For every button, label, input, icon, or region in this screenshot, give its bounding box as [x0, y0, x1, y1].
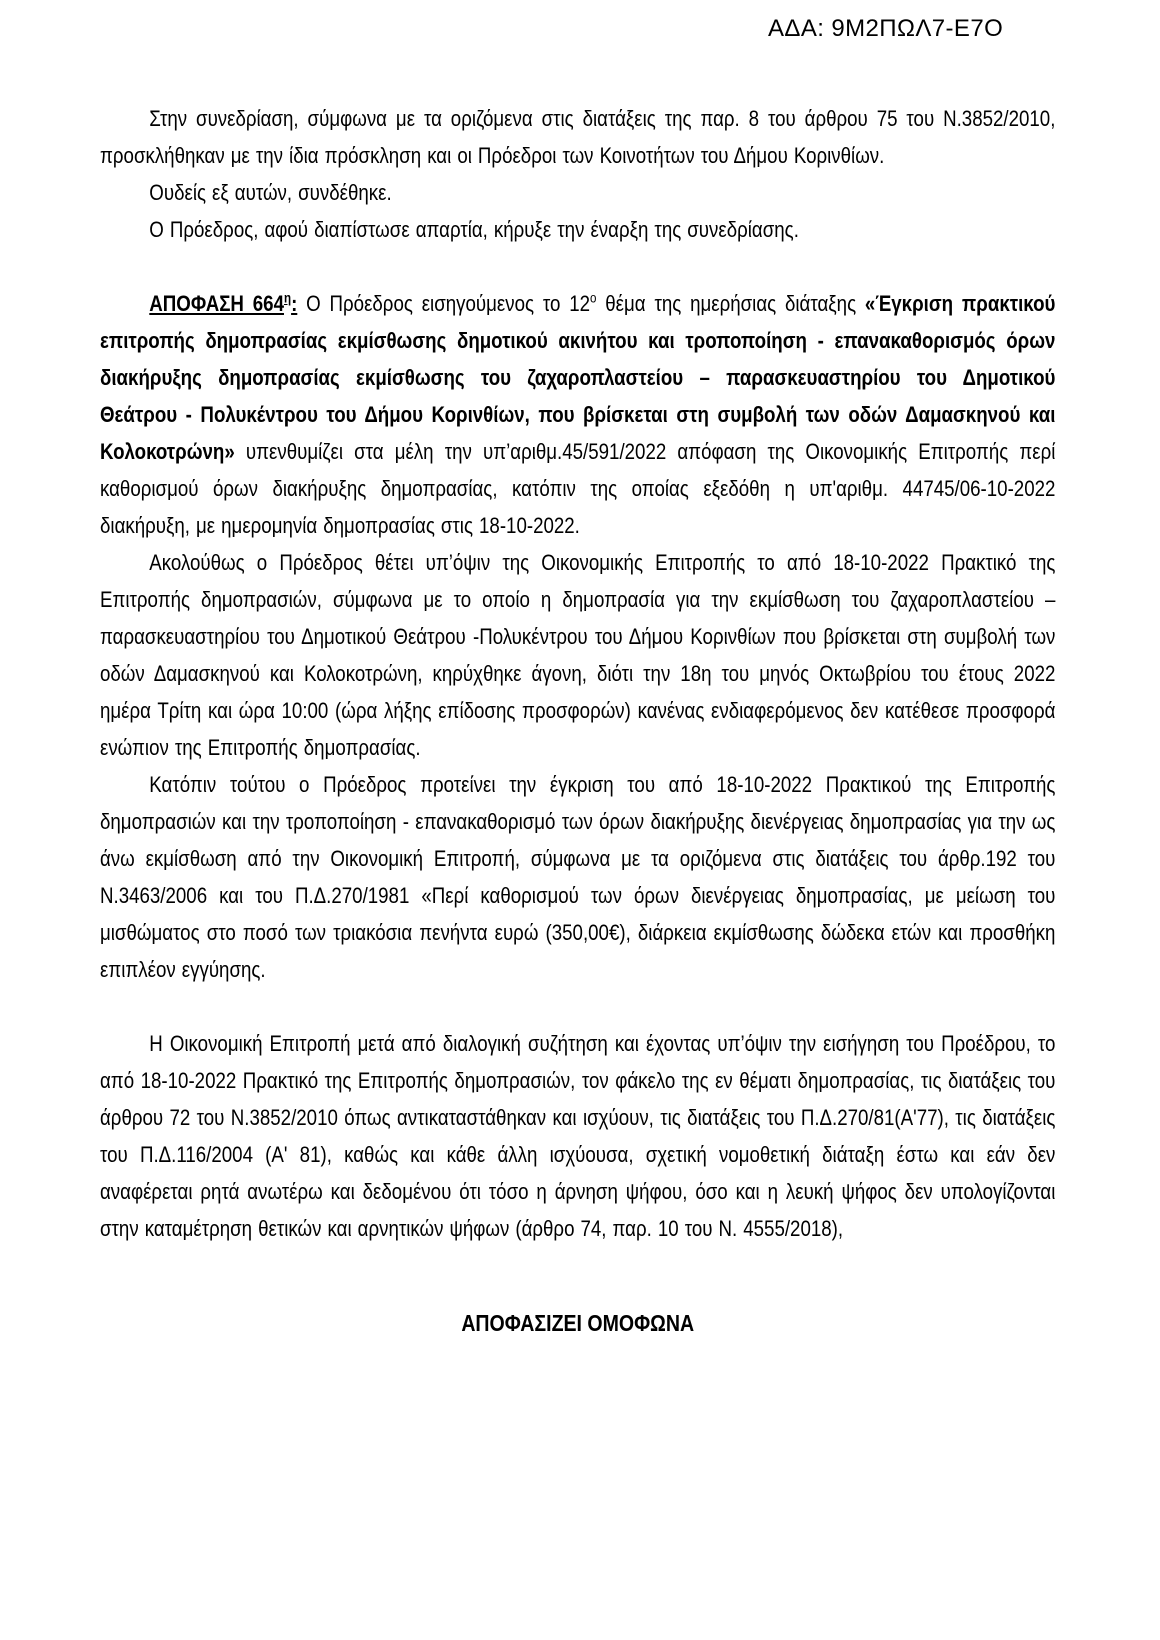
text-run: η — [283, 290, 292, 306]
paragraph-session-intro — [100, 100, 1055, 174]
text-run: Ο Πρόεδρος εισηγούμενος το 12 — [297, 291, 590, 316]
text-run: Στην συνεδρίαση, σύμφωνα με τα οριζόμενα στις διατάξεις της παρ. 8 του άρθρου 75 του Ν.3852/2010, προσκλήθηκαν με την ίδια πρόσκληση και οι Πρόεδροι των Κοινοτήτων του Δήμου Κορινθίων. — [100, 106, 1056, 168]
document-body — [100, 100, 1055, 1247]
document-content — [100, 100, 1055, 1342]
paragraph-decision-664 — [100, 285, 1055, 544]
text-run: : — [291, 291, 298, 316]
text-run: Ουδείς εξ αυτών, συνδέθηκε. — [149, 180, 392, 205]
text-run: υπενθυμίζει στα μέλη την υπ’αριθμ.45/591/2022 απόφαση της Οικονομικής Επιτροπής περί καθορισμού όρων διακήρυξης δημοπρασίας, κατόπιν της οποίας εξεδόθη η υπ'αριθμ. 44745/06-10-2022 διακήρυξη, με ημερομηνία δημοπρασίας στις 18-10-2022. — [100, 439, 1056, 538]
text-run: ΑΠΟΦΑΣΗ 664 — [149, 291, 284, 316]
paragraph-praktiko-agoni — [100, 544, 1055, 766]
paragraph-committee-considerations — [100, 1025, 1055, 1247]
text-run: Η Οικονομική Επιτροπή μετά από διαλογική συζήτηση και έχοντας υπ’όψιν την εισήγηση του Προέδρου, το από 18-10-2022 Πρακτικό της Επιτροπής δημοπρασιών, τον φάκελο της εν θέματι δημοπρασίας, τις διατάξεις του άρθρου 72 του Ν.3852/2010 όπως αντικαταστάθηκαν και ισχύουν, τις διατάξεις του Π.Δ.270/81(Α'77), τις διατάξεις του Π.Δ.116/2004 (Α' 81), καθώς και κάθε άλλη ισχύουσα, σχετική νομοθετική διάταξη έστω και εάν δεν αναφέρεται ρητά ανωτέρω και δεδομένου ότι τόσο η άρνηση ψήφου, όσο και η λευκή ψήφος δεν υπολογίζονται στην καταμέτρηση θετικών και αρνητικών ψήφων (άρθρο 74, παρ. 10 του Ν. 4555/2018), — [100, 1031, 1056, 1241]
text-run: Ακολούθως ο Πρόεδρος θέτει υπ’όψιν της Οικονομικής Επιτροπής το από 18-10-2022 Πρακτικό της Επιτροπής δημοπρασιών, σύμφωνα με το οποίο η δημοπρασία για την εκμίσθωση του ζαχαροπλαστείου – παρασκευαστηρίου του Δημοτικού Θεάτρου -Πολυκέντρου του Δήμου Κορινθίων που βρίσκεται στη συμβολή των οδών Δαμασκηνού και Κολοκοτρώνη, κηρύχθηκε άγονη, διότι την 18η του μηνός Οκτωβρίου του έτους 2022 ημέρα Τρίτη και ώρα 10:00 (ώρα λήξης επίδοσης προσφορών) κανένας ενδιαφερόμενος δεν κατέθεσε προσφορά ενώπιον της Επιτροπής δημοπρασίας. — [100, 550, 1056, 760]
paragraph-none-connected — [100, 174, 1055, 211]
decision-heading: ΑΠΟΦΑΣΙΖΕΙ ΟΜΟΦΩΝΑ — [461, 1310, 695, 1336]
text-run: «Έγκριση πρακτικού επιτροπής δημοπρασίας εκμίσθωσης δημοτικού ακινήτου και τροποποίηση - επανακαθορισμός όρων διακήρυξης δημοπρασίας εκμίσθωσης του ζαχαροπλαστείου – παρασκευαστηρίου του Δημοτικού Θεάτρου - Πολυκέντρου του Δήμου Κορινθίων, που βρίσκεται στη συμβολή των οδών Δαμασκηνού και Κολοκοτρώνη» — [100, 291, 1056, 464]
ada-code: ΑΔΑ: 9Μ2ΠΩΛ7-Ε7Ο — [768, 15, 1004, 42]
text-run: ο — [589, 290, 597, 306]
text-run: Κατόπιν τούτου ο Πρόεδρος προτείνει την έγκριση του από 18-10-2022 Πρακτικού της Επιτροπής δημοπρασιών και την τροποποίηση - επανακαθορισμό των όρων διακήρυξης διενέργειας δημοπρασίας για την ως άνω εκμίσθωση από την Οικονομική Επιτροπή, σύμφωνα με τα οριζόμενα στις διατάξεις του άρθρ.192 του Ν.3463/2006 και του Π.Δ.270/1981 «Περί καθορισμού των όρων διενέργειας δημοπρασίας, με μείωση του μισθώματος στο ποσό των τριακόσια πενήντα ευρώ (350,00€), διάρκεια εκμίσθωσης δώδεκα ετών και προσθήκη επιπλέον εγγύησης. — [100, 772, 1056, 982]
paragraph-quorum-declared — [100, 211, 1055, 248]
blank-line — [100, 988, 1055, 1025]
paragraph-president-proposal — [100, 766, 1055, 988]
text-run: Ο Πρόεδρος, αφού διαπίστωσε απαρτία, κήρυξε την έναρξη της συνεδρίασης. — [149, 217, 799, 242]
text-run: θέμα της ημερήσιας διάταξης — [596, 291, 865, 316]
blank-line — [100, 248, 1055, 285]
